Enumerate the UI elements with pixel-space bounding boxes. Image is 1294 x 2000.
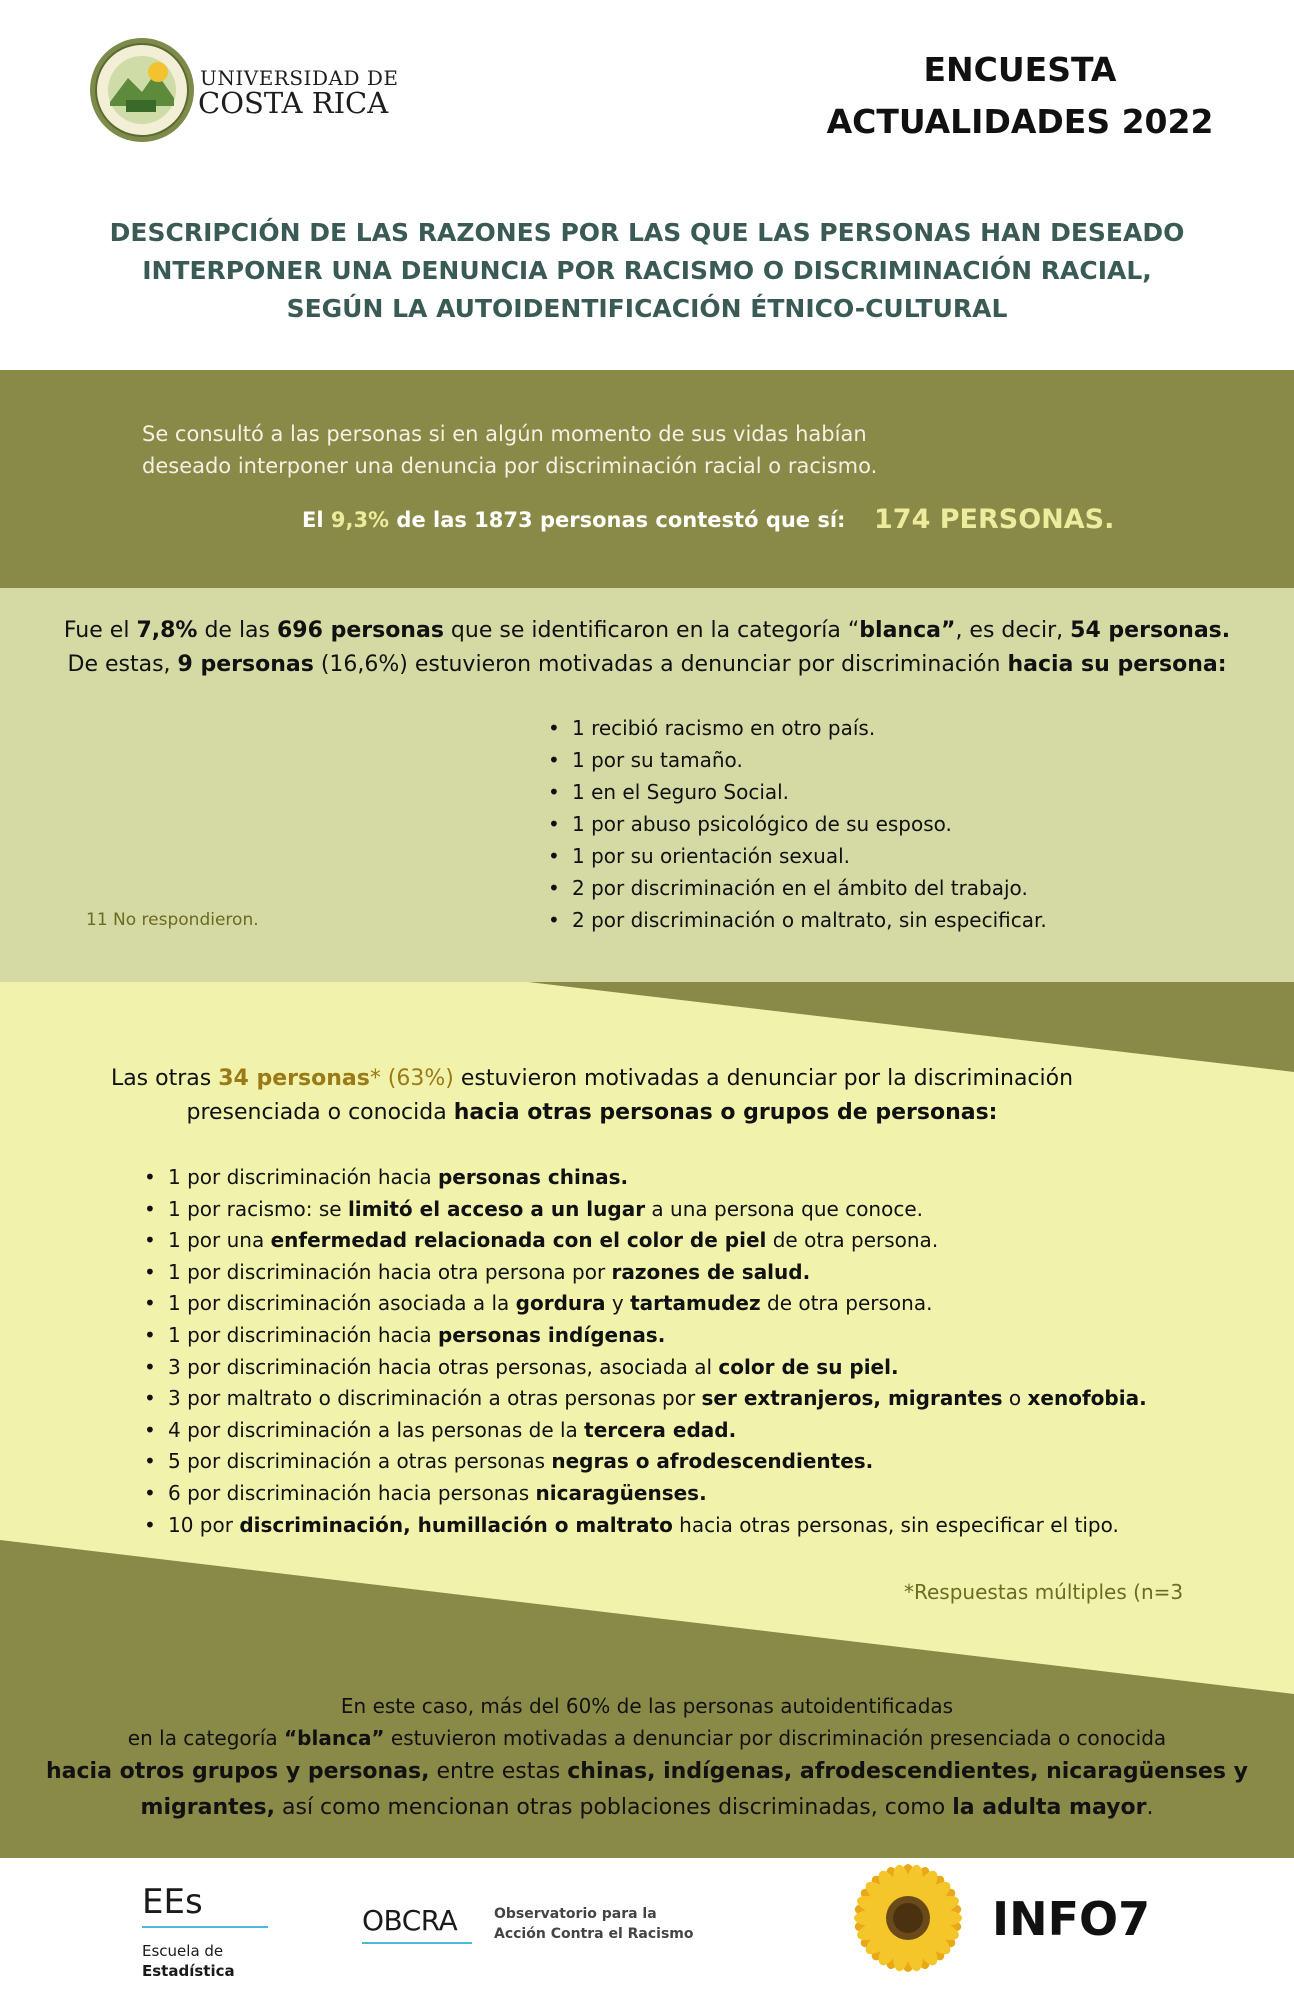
list-item: • 2 por discriminación o maltrato, sin especificar. xyxy=(548,904,1248,936)
list-item-segment: tercera edad. xyxy=(584,1417,737,1442)
list-item-segment: 1 por discriminación hacia otra persona por xyxy=(168,1259,612,1284)
white-self-line2 xyxy=(0,652,1294,677)
list-item-segment: negras o afrodescendientes. xyxy=(551,1449,874,1474)
list-item xyxy=(144,1415,1244,1447)
l1-c: de las xyxy=(197,618,277,643)
l1-h: 54 personas. xyxy=(1070,618,1231,643)
ees-divider xyxy=(142,1926,268,1928)
list-item: • 1 en el Seguro Social. xyxy=(548,776,1248,808)
stat-prefix: El xyxy=(302,508,331,532)
list-item: • 1 por abuso psicológico de su esposo. xyxy=(548,808,1248,840)
c2-b: “blanca” xyxy=(284,1726,385,1750)
list-item-segment: discriminación, humillación o maltrato xyxy=(239,1512,673,1537)
conclusion xyxy=(0,1690,1294,1826)
ees-logo: EEs xyxy=(142,1882,203,1922)
list-item-segment: 3 por maltrato o discriminación a otras personas por xyxy=(168,1386,702,1411)
white-self-section xyxy=(0,588,1294,982)
summary-section xyxy=(0,370,1294,588)
c4-a: migrantes, xyxy=(140,1795,276,1820)
list-item xyxy=(144,1162,1244,1194)
list-item-segment: o xyxy=(1002,1386,1028,1411)
main-title-line2: INTERPONER UNA DENUNCIA POR RACISMO O DISCRIMINACIÓN RACIAL, xyxy=(142,256,1152,285)
others-reasons-list xyxy=(144,1162,1244,1541)
list-item-segment: razones de salud. xyxy=(611,1259,811,1284)
l1-g: , es decir, xyxy=(955,618,1071,643)
obcra-divider xyxy=(362,1942,472,1944)
list-item-segment: hacia otras personas, sin especificar el tipo. xyxy=(672,1512,1119,1537)
c2-a: en la categoría xyxy=(127,1726,285,1750)
list-item-segment: 1 por una xyxy=(168,1228,271,1253)
others-line1 xyxy=(0,1066,1184,1091)
ees-subtitle-line1: Escuela de xyxy=(142,1942,224,1960)
c4-b: así como mencionan otras poblaciones discriminadas, como xyxy=(275,1795,953,1820)
list-item xyxy=(144,1446,1244,1478)
list-item xyxy=(144,1320,1244,1352)
multiple-responses-note: *Respuestas múltiples (n=3 xyxy=(904,1580,1184,1604)
summary-total: 174 PERSONAS. xyxy=(874,504,1115,535)
self-reasons-list xyxy=(548,712,1248,936)
l1-b: 7,8% xyxy=(136,618,198,643)
l1-a: Fue el xyxy=(63,618,137,643)
list-item xyxy=(144,1383,1244,1415)
university-logo xyxy=(88,36,399,156)
c3-b: entre estas xyxy=(429,1759,568,1784)
l2-a: De estas, xyxy=(67,652,178,677)
ees-subtitle-line2: Estadística xyxy=(142,1962,235,1980)
c4-c: la adulta mayor xyxy=(952,1795,1147,1820)
list-item: • 1 por su tamaño. xyxy=(548,744,1248,776)
c3-c: chinas, indígenas, afrodescendientes, nicaragüenses y xyxy=(567,1759,1248,1784)
list-item: • 1 recibió racismo en otro país. xyxy=(548,712,1248,744)
obcra-description-line1: Observatorio para la xyxy=(494,1906,657,1922)
list-item-segment: 5 por discriminación a otras personas xyxy=(168,1449,552,1474)
main-title xyxy=(80,214,1214,328)
university-seal-icon xyxy=(88,36,196,144)
main-title-line1: DESCRIPCIÓN DE LAS RAZONES POR LAS QUE LAS PERSONAS HAN DESEADO xyxy=(109,218,1185,247)
list-item xyxy=(144,1478,1244,1510)
list-item-segment: tartamudez xyxy=(630,1291,761,1316)
conclusion-line4 xyxy=(0,1790,1294,1826)
list-item xyxy=(144,1225,1244,1257)
s3-l2-b: hacia otras personas o grupos de personas: xyxy=(453,1100,998,1125)
list-item-segment: de otra persona. xyxy=(760,1291,933,1316)
list-item-segment: ser extranjeros, migrantes xyxy=(701,1386,1003,1411)
list-item-segment: xenofobia. xyxy=(1027,1386,1147,1411)
list-item-segment: 1 por discriminación hacia xyxy=(168,1165,438,1189)
list-item-segment: 1 por discriminación hacia xyxy=(168,1322,438,1347)
s3-l1-d: estuvieron motivadas a denunciar por la discriminación xyxy=(453,1066,1074,1091)
list-item-segment: 1 por discriminación asociada a la xyxy=(168,1291,516,1316)
l1-d: 696 personas xyxy=(277,618,444,643)
university-name-line1: UNIVERSIDAD DE xyxy=(200,66,399,90)
conclusion-line1: En este caso, más del 60% de las personas autoidentificadas xyxy=(340,1694,954,1718)
info7-label: INFO7 xyxy=(992,1892,1151,1946)
list-item-segment: 3 por discriminación hacia otras personas, asociada al xyxy=(168,1354,719,1379)
list-item-segment: 1 por racismo: se xyxy=(168,1196,348,1221)
l2-c: (16,6%) estuvieron motivadas a denunciar por discriminación xyxy=(313,652,1008,677)
list-item-segment: personas chinas. xyxy=(437,1165,629,1189)
footer xyxy=(0,1858,1294,2000)
s3-l1-b: 34 personas xyxy=(218,1066,370,1091)
list-item-segment: 6 por discriminación hacia personas xyxy=(168,1480,536,1505)
sunflower-icon xyxy=(852,1862,964,1974)
list-item-segment: 10 por xyxy=(168,1512,240,1537)
conclusion-line3 xyxy=(0,1754,1294,1790)
list-item xyxy=(144,1288,1244,1320)
main-title-line3: SEGÚN LA AUTOIDENTIFICACIÓN ÉTNICO-CULTURAL xyxy=(286,294,1008,323)
c3-a: hacia otros grupos y personas, xyxy=(46,1759,430,1784)
stat-percentage: 9,3% xyxy=(330,508,390,532)
list-item-segment: enfermedad relacionada con el color de piel xyxy=(270,1228,767,1253)
list-item-segment: personas indígenas. xyxy=(437,1322,666,1347)
survey-title-line2: ACTUALIDADES 2022 xyxy=(826,102,1214,141)
s3-l1-c: * (63%) xyxy=(369,1066,454,1091)
conclusion-line2 xyxy=(0,1722,1294,1754)
s3-l1-a: Las otras xyxy=(110,1066,219,1091)
others-line2 xyxy=(0,1100,1184,1125)
obcra-logo: OBCRA xyxy=(362,1904,458,1937)
survey-title-line1: ENCUESTA xyxy=(923,50,1117,89)
list-item: • 1 por su orientación sexual. xyxy=(548,840,1248,872)
list-item xyxy=(144,1194,1244,1226)
summary-intro: Se consultó a las personas si en algún momento de sus vidas habían deseado interponer una denuncia por discriminación racial o racismo. xyxy=(142,422,878,478)
list-item-segment: de otra persona. xyxy=(766,1228,939,1253)
c2-c: estuvieron motivadas a denunciar por discriminación presenciada o conocida xyxy=(384,1726,1167,1750)
list-item xyxy=(144,1257,1244,1289)
white-self-line1 xyxy=(0,618,1294,643)
list-item-segment: gordura xyxy=(515,1291,606,1316)
l2-d: hacia su persona: xyxy=(1007,652,1227,677)
list-item-segment: nicaragüenses. xyxy=(535,1480,707,1505)
summary-statistic xyxy=(302,508,845,532)
list-item: • 2 por discriminación en el ámbito del trabajo. xyxy=(548,872,1248,904)
l1-e: que se identificaron en la categoría “ xyxy=(443,618,860,643)
c4-d: . xyxy=(1146,1795,1154,1820)
list-item-segment: 4 por discriminación a las personas de la xyxy=(168,1417,585,1442)
l1-f: blanca” xyxy=(859,618,956,643)
list-item xyxy=(144,1510,1244,1542)
l2-b: 9 personas xyxy=(177,652,314,677)
survey-title xyxy=(800,44,1240,148)
obcra-description-line2: Acción Contra el Racismo xyxy=(494,1926,694,1942)
list-item-segment: color de su piel. xyxy=(718,1354,899,1379)
list-item-segment: y xyxy=(605,1291,631,1316)
university-name-line2: COSTA RICA xyxy=(198,86,389,120)
list-item-segment: limitó el acceso a un lugar xyxy=(347,1196,646,1221)
others-section xyxy=(0,982,1294,1858)
list-item xyxy=(144,1352,1244,1384)
stat-suffix: de las 1873 personas contestó que sí: xyxy=(389,508,846,532)
list-item-segment: a una persona que conoce. xyxy=(645,1196,924,1221)
no-response-note: 11 No respondieron. xyxy=(86,910,259,930)
s3-l2-a: presenciada o conocida xyxy=(186,1100,454,1125)
